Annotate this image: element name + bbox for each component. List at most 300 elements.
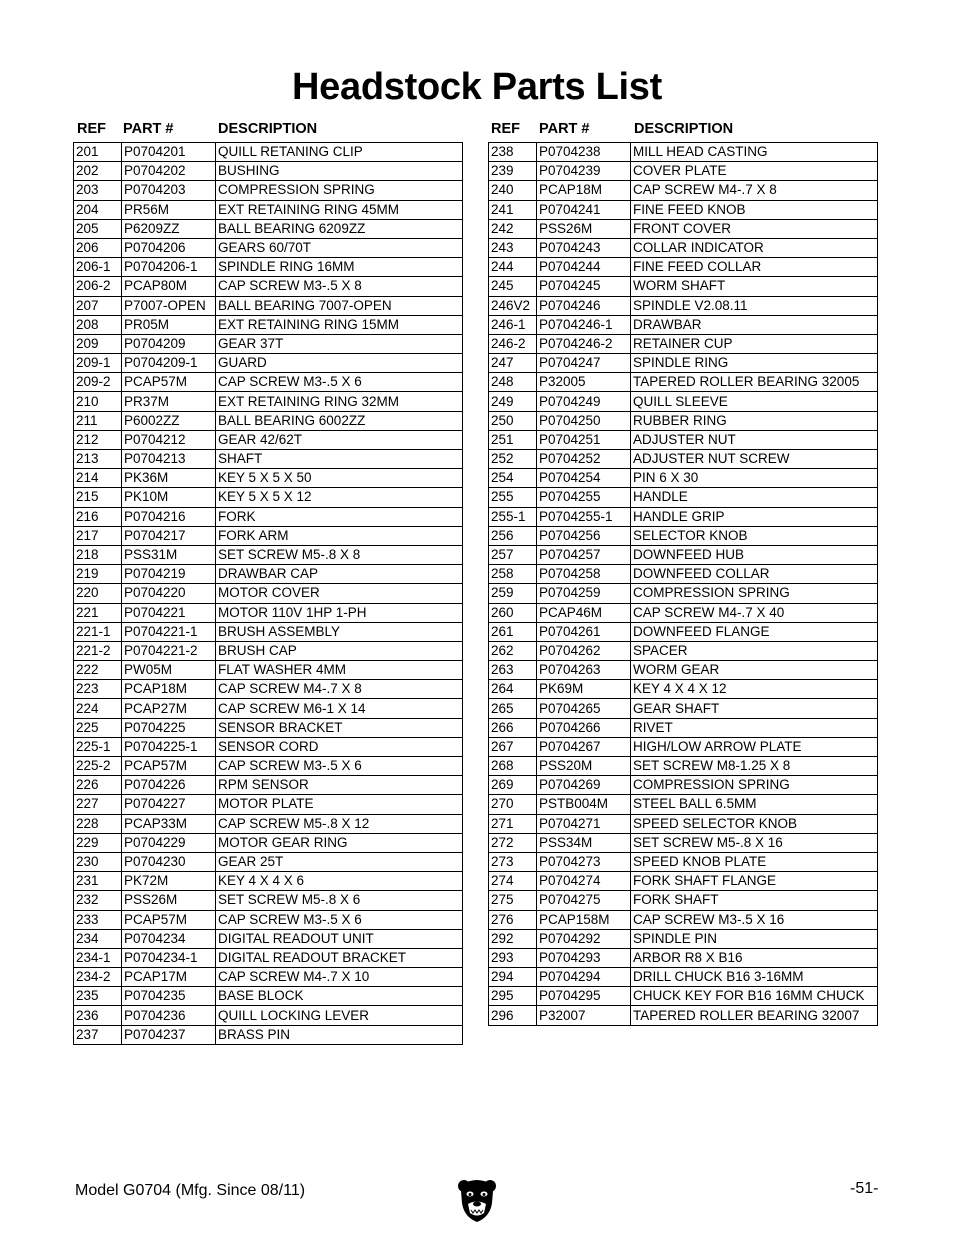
table-row xyxy=(74,315,463,334)
ref-cell: 255-1 xyxy=(489,507,537,526)
table-row xyxy=(489,334,878,353)
ref-cell: 276 xyxy=(489,910,537,929)
part-number-cell: P0704206 xyxy=(122,238,216,257)
ref-cell: 217 xyxy=(74,526,122,545)
description-cell: CAP SCREW M4-.7 X 8 xyxy=(631,181,878,200)
ref-cell: 209-2 xyxy=(74,373,122,392)
ref-cell: 226 xyxy=(74,776,122,795)
part-number-cell: P0704221 xyxy=(122,603,216,622)
part-number-cell: PCAP27M xyxy=(122,699,216,718)
table-row xyxy=(74,833,463,852)
description-cell: MILL HEAD CASTING xyxy=(631,143,878,162)
table-row xyxy=(489,872,878,891)
table-row xyxy=(489,238,878,257)
part-number-cell: PCAP80M xyxy=(122,277,216,296)
description-cell: KEY 4 X 4 X 12 xyxy=(631,680,878,699)
table-row xyxy=(74,354,463,373)
description-cell: RUBBER RING xyxy=(631,411,878,430)
table-row xyxy=(74,450,463,469)
ref-cell: 256 xyxy=(489,526,537,545)
table-row xyxy=(74,737,463,756)
ref-cell: 241 xyxy=(489,200,537,219)
part-number-cell: P0704221-1 xyxy=(122,622,216,641)
ref-cell: 221-1 xyxy=(74,622,122,641)
description-cell: STEEL BALL 6.5MM xyxy=(631,795,878,814)
table-row xyxy=(489,392,878,411)
part-number-cell: P0704225 xyxy=(122,718,216,737)
ref-cell: 206-1 xyxy=(74,258,122,277)
description-cell: DRAWBAR xyxy=(631,315,878,334)
ref-cell: 216 xyxy=(74,507,122,526)
part-number-cell: PCAP18M xyxy=(122,680,216,699)
table-row xyxy=(74,699,463,718)
table-row xyxy=(489,948,878,967)
ref-cell: 220 xyxy=(74,584,122,603)
ref-cell: 211 xyxy=(74,411,122,430)
part-number-cell: P0704294 xyxy=(537,968,631,987)
part-number-cell: PW05M xyxy=(122,661,216,680)
description-cell: BALL BEARING 6002ZZ xyxy=(216,411,463,430)
description-cell: KEY 5 X 5 X 50 xyxy=(216,469,463,488)
table-row xyxy=(489,622,878,641)
ref-cell: 272 xyxy=(489,833,537,852)
description-cell: DOWNFEED HUB xyxy=(631,545,878,564)
description-cell: FRONT COVER xyxy=(631,219,878,238)
ref-cell: 270 xyxy=(489,795,537,814)
description-cell: SENSOR CORD xyxy=(216,737,463,756)
description-cell: COVER PLATE xyxy=(631,162,878,181)
table-row xyxy=(74,143,463,162)
ref-cell: 249 xyxy=(489,392,537,411)
table-row xyxy=(489,718,878,737)
ref-cell: 209 xyxy=(74,334,122,353)
ref-cell: 206-2 xyxy=(74,277,122,296)
ref-cell: 225 xyxy=(74,718,122,737)
part-number-cell: P0704261 xyxy=(537,622,631,641)
part-number-cell: PK69M xyxy=(537,680,631,699)
table-row xyxy=(74,162,463,181)
part-number-cell: P6209ZZ xyxy=(122,219,216,238)
description-cell: SENSOR BRACKET xyxy=(216,718,463,737)
ref-cell: 242 xyxy=(489,219,537,238)
bear-head-icon xyxy=(457,1177,497,1223)
description-cell: MOTOR COVER xyxy=(216,584,463,603)
part-number-cell: P0704266 xyxy=(537,718,631,737)
part-number-cell: P0704206-1 xyxy=(122,258,216,277)
description-cell: MOTOR 110V 1HP 1-PH xyxy=(216,603,463,622)
table-row xyxy=(74,392,463,411)
table-row xyxy=(74,469,463,488)
part-number-cell: P0704255 xyxy=(537,488,631,507)
description-cell: CAP SCREW M4-.7 X 40 xyxy=(631,603,878,622)
table-row xyxy=(489,277,878,296)
description-cell: FORK xyxy=(216,507,463,526)
description-cell: RPM SENSOR xyxy=(216,776,463,795)
part-number-cell: P0704292 xyxy=(537,929,631,948)
parts-table-left xyxy=(73,120,463,1045)
part-number-cell: PSS26M xyxy=(537,219,631,238)
part-number-cell: P0704239 xyxy=(537,162,631,181)
part-number-cell: P0704246-2 xyxy=(537,334,631,353)
description-cell: QUILL SLEEVE xyxy=(631,392,878,411)
description-cell: RETAINER CUP xyxy=(631,334,878,353)
description-cell: DRAWBAR CAP xyxy=(216,565,463,584)
table-row xyxy=(489,258,878,277)
table-row xyxy=(74,238,463,257)
table-row xyxy=(74,776,463,795)
part-number-cell: P0704235 xyxy=(122,987,216,1006)
description-cell: GEAR 37T xyxy=(216,334,463,353)
part-number-cell: P0704238 xyxy=(537,143,631,162)
parts-table-right xyxy=(488,120,878,1026)
table-row xyxy=(489,968,878,987)
table-row xyxy=(489,296,878,315)
part-number-cell: PR37M xyxy=(122,392,216,411)
part-number-cell: PK10M xyxy=(122,488,216,507)
description-cell: SPEED SELECTOR KNOB xyxy=(631,814,878,833)
description-cell: CAP SCREW M4-.7 X 8 xyxy=(216,680,463,699)
part-number-cell: P0704250 xyxy=(537,411,631,430)
part-number-cell: P0704254 xyxy=(537,469,631,488)
part-number-cell: PCAP18M xyxy=(537,181,631,200)
ref-cell: 271 xyxy=(489,814,537,833)
part-number-cell: P0704212 xyxy=(122,430,216,449)
part-number-cell: PCAP57M xyxy=(122,373,216,392)
ref-cell: 246-2 xyxy=(489,334,537,353)
table-row xyxy=(74,1025,463,1044)
part-number-cell: P0704269 xyxy=(537,776,631,795)
part-number-cell: P0704258 xyxy=(537,565,631,584)
description-cell: FINE FEED COLLAR xyxy=(631,258,878,277)
part-number-cell: P0704243 xyxy=(537,238,631,257)
ref-cell: 261 xyxy=(489,622,537,641)
ref-cell: 263 xyxy=(489,661,537,680)
description-cell: CAP SCREW M3-.5 X 6 xyxy=(216,757,463,776)
part-number-cell: P0704262 xyxy=(537,641,631,660)
ref-cell: 262 xyxy=(489,641,537,660)
description-cell: ADJUSTER NUT xyxy=(631,430,878,449)
description-cell: SET SCREW M5-.8 X 16 xyxy=(631,833,878,852)
ref-cell: 212 xyxy=(74,430,122,449)
description-cell: SPACER xyxy=(631,641,878,660)
part-number-cell: P0704203 xyxy=(122,181,216,200)
ref-cell: 257 xyxy=(489,545,537,564)
description-cell: TAPERED ROLLER BEARING 32005 xyxy=(631,373,878,392)
description-cell: WORM SHAFT xyxy=(631,277,878,296)
part-number-cell: P0704216 xyxy=(122,507,216,526)
ref-cell: 224 xyxy=(74,699,122,718)
ref-cell: 247 xyxy=(489,354,537,373)
table-row xyxy=(74,948,463,967)
table-row xyxy=(74,910,463,929)
description-cell: SET SCREW M5-.8 X 8 xyxy=(216,545,463,564)
table-row xyxy=(74,852,463,871)
table-row xyxy=(74,795,463,814)
part-number-cell: PSTB004M xyxy=(537,795,631,814)
ref-cell: 259 xyxy=(489,584,537,603)
table-row xyxy=(489,545,878,564)
table-row xyxy=(489,565,878,584)
description-cell: GEARS 60/70T xyxy=(216,238,463,257)
table-row xyxy=(489,910,878,929)
table-row xyxy=(74,661,463,680)
ref-cell: 269 xyxy=(489,776,537,795)
ref-cell: 237 xyxy=(74,1025,122,1044)
table-row xyxy=(74,526,463,545)
ref-cell: 245 xyxy=(489,277,537,296)
ref-cell: 255 xyxy=(489,488,537,507)
part-number-cell: PK36M xyxy=(122,469,216,488)
table-row xyxy=(489,181,878,200)
ref-cell: 251 xyxy=(489,430,537,449)
table-row xyxy=(489,162,878,181)
description-cell: BRUSH CAP xyxy=(216,641,463,660)
table-row xyxy=(489,200,878,219)
table-row xyxy=(74,814,463,833)
table-header xyxy=(73,120,463,142)
part-number-cell: P7007-OPEN xyxy=(122,296,216,315)
ref-cell: 295 xyxy=(489,987,537,1006)
ref-cell: 221 xyxy=(74,603,122,622)
ref-cell: 232 xyxy=(74,891,122,910)
description-cell: EXT RETAINING RING 15MM xyxy=(216,315,463,334)
table-row xyxy=(74,641,463,660)
part-number-cell: P0704234-1 xyxy=(122,948,216,967)
part-number-cell: PSS20M xyxy=(537,757,631,776)
description-cell: CAP SCREW M3-.5 X 6 xyxy=(216,910,463,929)
part-number-cell: P6002ZZ xyxy=(122,411,216,430)
ref-cell: 219 xyxy=(74,565,122,584)
ref-cell: 292 xyxy=(489,929,537,948)
description-cell: DOWNFEED COLLAR xyxy=(631,565,878,584)
table-row xyxy=(489,488,878,507)
table-row xyxy=(74,603,463,622)
description-cell: GEAR 25T xyxy=(216,852,463,871)
ref-cell: 222 xyxy=(74,661,122,680)
description-cell: SET SCREW M5-.8 X 6 xyxy=(216,891,463,910)
description-cell: FORK ARM xyxy=(216,526,463,545)
table-row xyxy=(489,507,878,526)
ref-cell: 208 xyxy=(74,315,122,334)
table-row xyxy=(74,277,463,296)
table-row xyxy=(489,584,878,603)
part-number-cell: P0704252 xyxy=(537,450,631,469)
ref-cell: 246-1 xyxy=(489,315,537,334)
table-row xyxy=(74,200,463,219)
part-number-cell: P0704255-1 xyxy=(537,507,631,526)
footer-model: Model G0704 (Mfg. Since 08/11) xyxy=(75,1182,306,1199)
part-number-cell: P0704265 xyxy=(537,699,631,718)
ref-cell: 238 xyxy=(489,143,537,162)
part-number-cell: P0704209 xyxy=(122,334,216,353)
ref-cell: 229 xyxy=(74,833,122,852)
part-number-cell: P0704230 xyxy=(122,852,216,871)
table-header xyxy=(488,120,878,142)
table-row xyxy=(489,929,878,948)
part-number-cell: PSS34M xyxy=(537,833,631,852)
ref-cell: 267 xyxy=(489,737,537,756)
table-row xyxy=(489,526,878,545)
description-cell: SPINDLE PIN xyxy=(631,929,878,948)
description-cell: EXT RETAINING RING 32MM xyxy=(216,392,463,411)
table-row xyxy=(489,987,878,1006)
table-row xyxy=(489,603,878,622)
table-row xyxy=(74,1006,463,1025)
ref-cell: 221-2 xyxy=(74,641,122,660)
ref-cell: 203 xyxy=(74,181,122,200)
ref-cell: 268 xyxy=(489,757,537,776)
description-cell: GEAR 42/62T xyxy=(216,430,463,449)
ref-cell: 215 xyxy=(74,488,122,507)
description-cell: MOTOR GEAR RING xyxy=(216,833,463,852)
description-cell: COMPRESSION SPRING xyxy=(216,181,463,200)
part-number-cell: P0704295 xyxy=(537,987,631,1006)
table-row xyxy=(74,891,463,910)
part-number-cell: P0704246 xyxy=(537,296,631,315)
description-cell: HANDLE xyxy=(631,488,878,507)
ref-cell: 248 xyxy=(489,373,537,392)
description-cell: RIVET xyxy=(631,718,878,737)
parts-table xyxy=(73,142,463,1045)
header-ref: REF xyxy=(77,121,106,137)
part-number-cell: P0704219 xyxy=(122,565,216,584)
table-row xyxy=(489,219,878,238)
part-number-cell: PCAP57M xyxy=(122,910,216,929)
part-number-cell: P0704229 xyxy=(122,833,216,852)
description-cell: CHUCK KEY FOR B16 16MM CHUCK xyxy=(631,987,878,1006)
description-cell: SPINDLE V2.08.11 xyxy=(631,296,878,315)
part-number-cell: PCAP158M xyxy=(537,910,631,929)
part-number-cell: P0704241 xyxy=(537,200,631,219)
table-row xyxy=(74,181,463,200)
description-cell: QUILL RETANING CLIP xyxy=(216,143,463,162)
part-number-cell: P0704217 xyxy=(122,526,216,545)
part-number-cell: P0704201 xyxy=(122,143,216,162)
description-cell: BUSHING xyxy=(216,162,463,181)
table-row xyxy=(74,622,463,641)
description-cell: WORM GEAR xyxy=(631,661,878,680)
table-row xyxy=(489,795,878,814)
part-number-cell: P0704213 xyxy=(122,450,216,469)
description-cell: CAP SCREW M3-.5 X 6 xyxy=(216,373,463,392)
description-cell: BRUSH ASSEMBLY xyxy=(216,622,463,641)
ref-cell: 206 xyxy=(74,238,122,257)
description-cell: HIGH/LOW ARROW PLATE xyxy=(631,737,878,756)
description-cell: SPINDLE RING 16MM xyxy=(216,258,463,277)
table-row xyxy=(74,987,463,1006)
page-title: Headstock Parts List xyxy=(292,66,662,108)
table-row xyxy=(74,680,463,699)
ref-cell: 231 xyxy=(74,872,122,891)
table-row xyxy=(489,814,878,833)
description-cell: DIGITAL READOUT UNIT xyxy=(216,929,463,948)
ref-cell: 254 xyxy=(489,469,537,488)
ref-cell: 275 xyxy=(489,891,537,910)
ref-cell: 205 xyxy=(74,219,122,238)
table-row xyxy=(489,661,878,680)
description-cell: COMPRESSION SPRING xyxy=(631,776,878,795)
ref-cell: 218 xyxy=(74,545,122,564)
ref-cell: 294 xyxy=(489,968,537,987)
table-row xyxy=(489,680,878,699)
table-row xyxy=(74,968,463,987)
table-row xyxy=(74,872,463,891)
ref-cell: 239 xyxy=(489,162,537,181)
description-cell: SELECTOR KNOB xyxy=(631,526,878,545)
ref-cell: 227 xyxy=(74,795,122,814)
ref-cell: 234-1 xyxy=(74,948,122,967)
part-number-cell: P0704209-1 xyxy=(122,354,216,373)
part-number-cell: P0704259 xyxy=(537,584,631,603)
description-cell: ADJUSTER NUT SCREW xyxy=(631,450,878,469)
ref-cell: 274 xyxy=(489,872,537,891)
ref-cell: 213 xyxy=(74,450,122,469)
description-cell: TAPERED ROLLER BEARING 32007 xyxy=(631,1006,878,1025)
footer-page-number: -51- xyxy=(850,1180,879,1197)
part-number-cell: P0704220 xyxy=(122,584,216,603)
table-row xyxy=(489,315,878,334)
description-cell: BALL BEARING 7007-OPEN xyxy=(216,296,463,315)
part-number-cell: P0704249 xyxy=(537,392,631,411)
ref-cell: 264 xyxy=(489,680,537,699)
description-cell: CAP SCREW M4-.7 X 10 xyxy=(216,968,463,987)
table-row xyxy=(74,430,463,449)
table-row xyxy=(74,373,463,392)
description-cell: PIN 6 X 30 xyxy=(631,469,878,488)
description-cell: FORK SHAFT xyxy=(631,891,878,910)
part-number-cell: PR56M xyxy=(122,200,216,219)
table-row xyxy=(489,737,878,756)
description-cell: KEY 4 X 4 X 6 xyxy=(216,872,463,891)
part-number-cell: P0704274 xyxy=(537,872,631,891)
table-row xyxy=(489,757,878,776)
ref-cell: 246V2 xyxy=(489,296,537,315)
description-cell: DOWNFEED FLANGE xyxy=(631,622,878,641)
description-cell: FORK SHAFT FLANGE xyxy=(631,872,878,891)
part-number-cell: P0704221-2 xyxy=(122,641,216,660)
part-number-cell: P0704226 xyxy=(122,776,216,795)
part-number-cell: P0704293 xyxy=(537,948,631,967)
table-row xyxy=(489,1006,878,1025)
part-number-cell: PK72M xyxy=(122,872,216,891)
part-number-cell: PR05M xyxy=(122,315,216,334)
table-row xyxy=(74,258,463,277)
description-cell: CAP SCREW M3-.5 X 16 xyxy=(631,910,878,929)
ref-cell: 230 xyxy=(74,852,122,871)
ref-cell: 204 xyxy=(74,200,122,219)
part-number-cell: P0704273 xyxy=(537,852,631,871)
description-cell: ARBOR R8 X B16 xyxy=(631,948,878,967)
part-number-cell: P0704225-1 xyxy=(122,737,216,756)
description-cell: BASE BLOCK xyxy=(216,987,463,1006)
ref-cell: 234 xyxy=(74,929,122,948)
description-cell: BALL BEARING 6209ZZ xyxy=(216,219,463,238)
description-cell: GEAR SHAFT xyxy=(631,699,878,718)
part-number-cell: P0704202 xyxy=(122,162,216,181)
table-row xyxy=(74,584,463,603)
ref-cell: 214 xyxy=(74,469,122,488)
table-row xyxy=(489,641,878,660)
part-number-cell: PCAP46M xyxy=(537,603,631,622)
description-cell: DIGITAL READOUT BRACKET xyxy=(216,948,463,967)
description-cell: SPEED KNOB PLATE xyxy=(631,852,878,871)
part-number-cell: P0704236 xyxy=(122,1006,216,1025)
header-part: PART # xyxy=(539,121,590,137)
ref-cell: 240 xyxy=(489,181,537,200)
table-row xyxy=(74,565,463,584)
part-number-cell: P0704257 xyxy=(537,545,631,564)
part-number-cell: P0704234 xyxy=(122,929,216,948)
